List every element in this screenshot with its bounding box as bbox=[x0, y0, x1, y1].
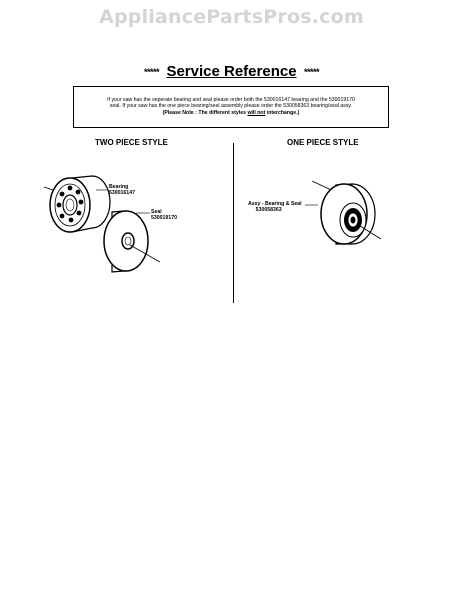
notice-line-2: seal. If your saw has the one piece bearing/seal assembly please order the 530058363 bearing/seal assy. bbox=[109, 103, 353, 110]
assy-part-number: 530058363 bbox=[255, 207, 282, 214]
bearing-part-number: 530016147 bbox=[109, 190, 135, 197]
two-piece-heading: TWO PIECE STYLE bbox=[95, 138, 168, 147]
bearing-label-text: Bearing bbox=[109, 184, 129, 190]
stars-right: ***** bbox=[304, 66, 320, 77]
assy-label-text: Assy - Bearing & Seal bbox=[248, 201, 302, 207]
two-piece-bearing-drawing bbox=[50, 176, 110, 232]
seal-label bbox=[151, 209, 177, 221]
note-emphasis: will not bbox=[247, 109, 266, 116]
notice-line-1: If your saw has the seperate bearing and seal please order both the 530016147 bearing and the 530019170 bbox=[107, 97, 355, 103]
one-piece-assembly-drawing bbox=[312, 181, 381, 244]
site-watermark: AppliancePartsPros.com bbox=[99, 6, 364, 28]
bearing-label bbox=[109, 184, 135, 196]
seal-label-text: Seal bbox=[151, 209, 162, 215]
seal-part-number: 530019170 bbox=[151, 215, 177, 222]
note-prefix: (Please Note : The different styles bbox=[162, 109, 248, 116]
note-suffix: interchange.) bbox=[265, 109, 300, 116]
two-piece-seal-drawing bbox=[104, 211, 148, 272]
one-piece-heading: ONE PIECE STYLE bbox=[287, 138, 359, 147]
assy-label bbox=[248, 201, 302, 213]
page-title: Service Reference bbox=[166, 63, 297, 81]
stars-left: ***** bbox=[143, 66, 159, 77]
